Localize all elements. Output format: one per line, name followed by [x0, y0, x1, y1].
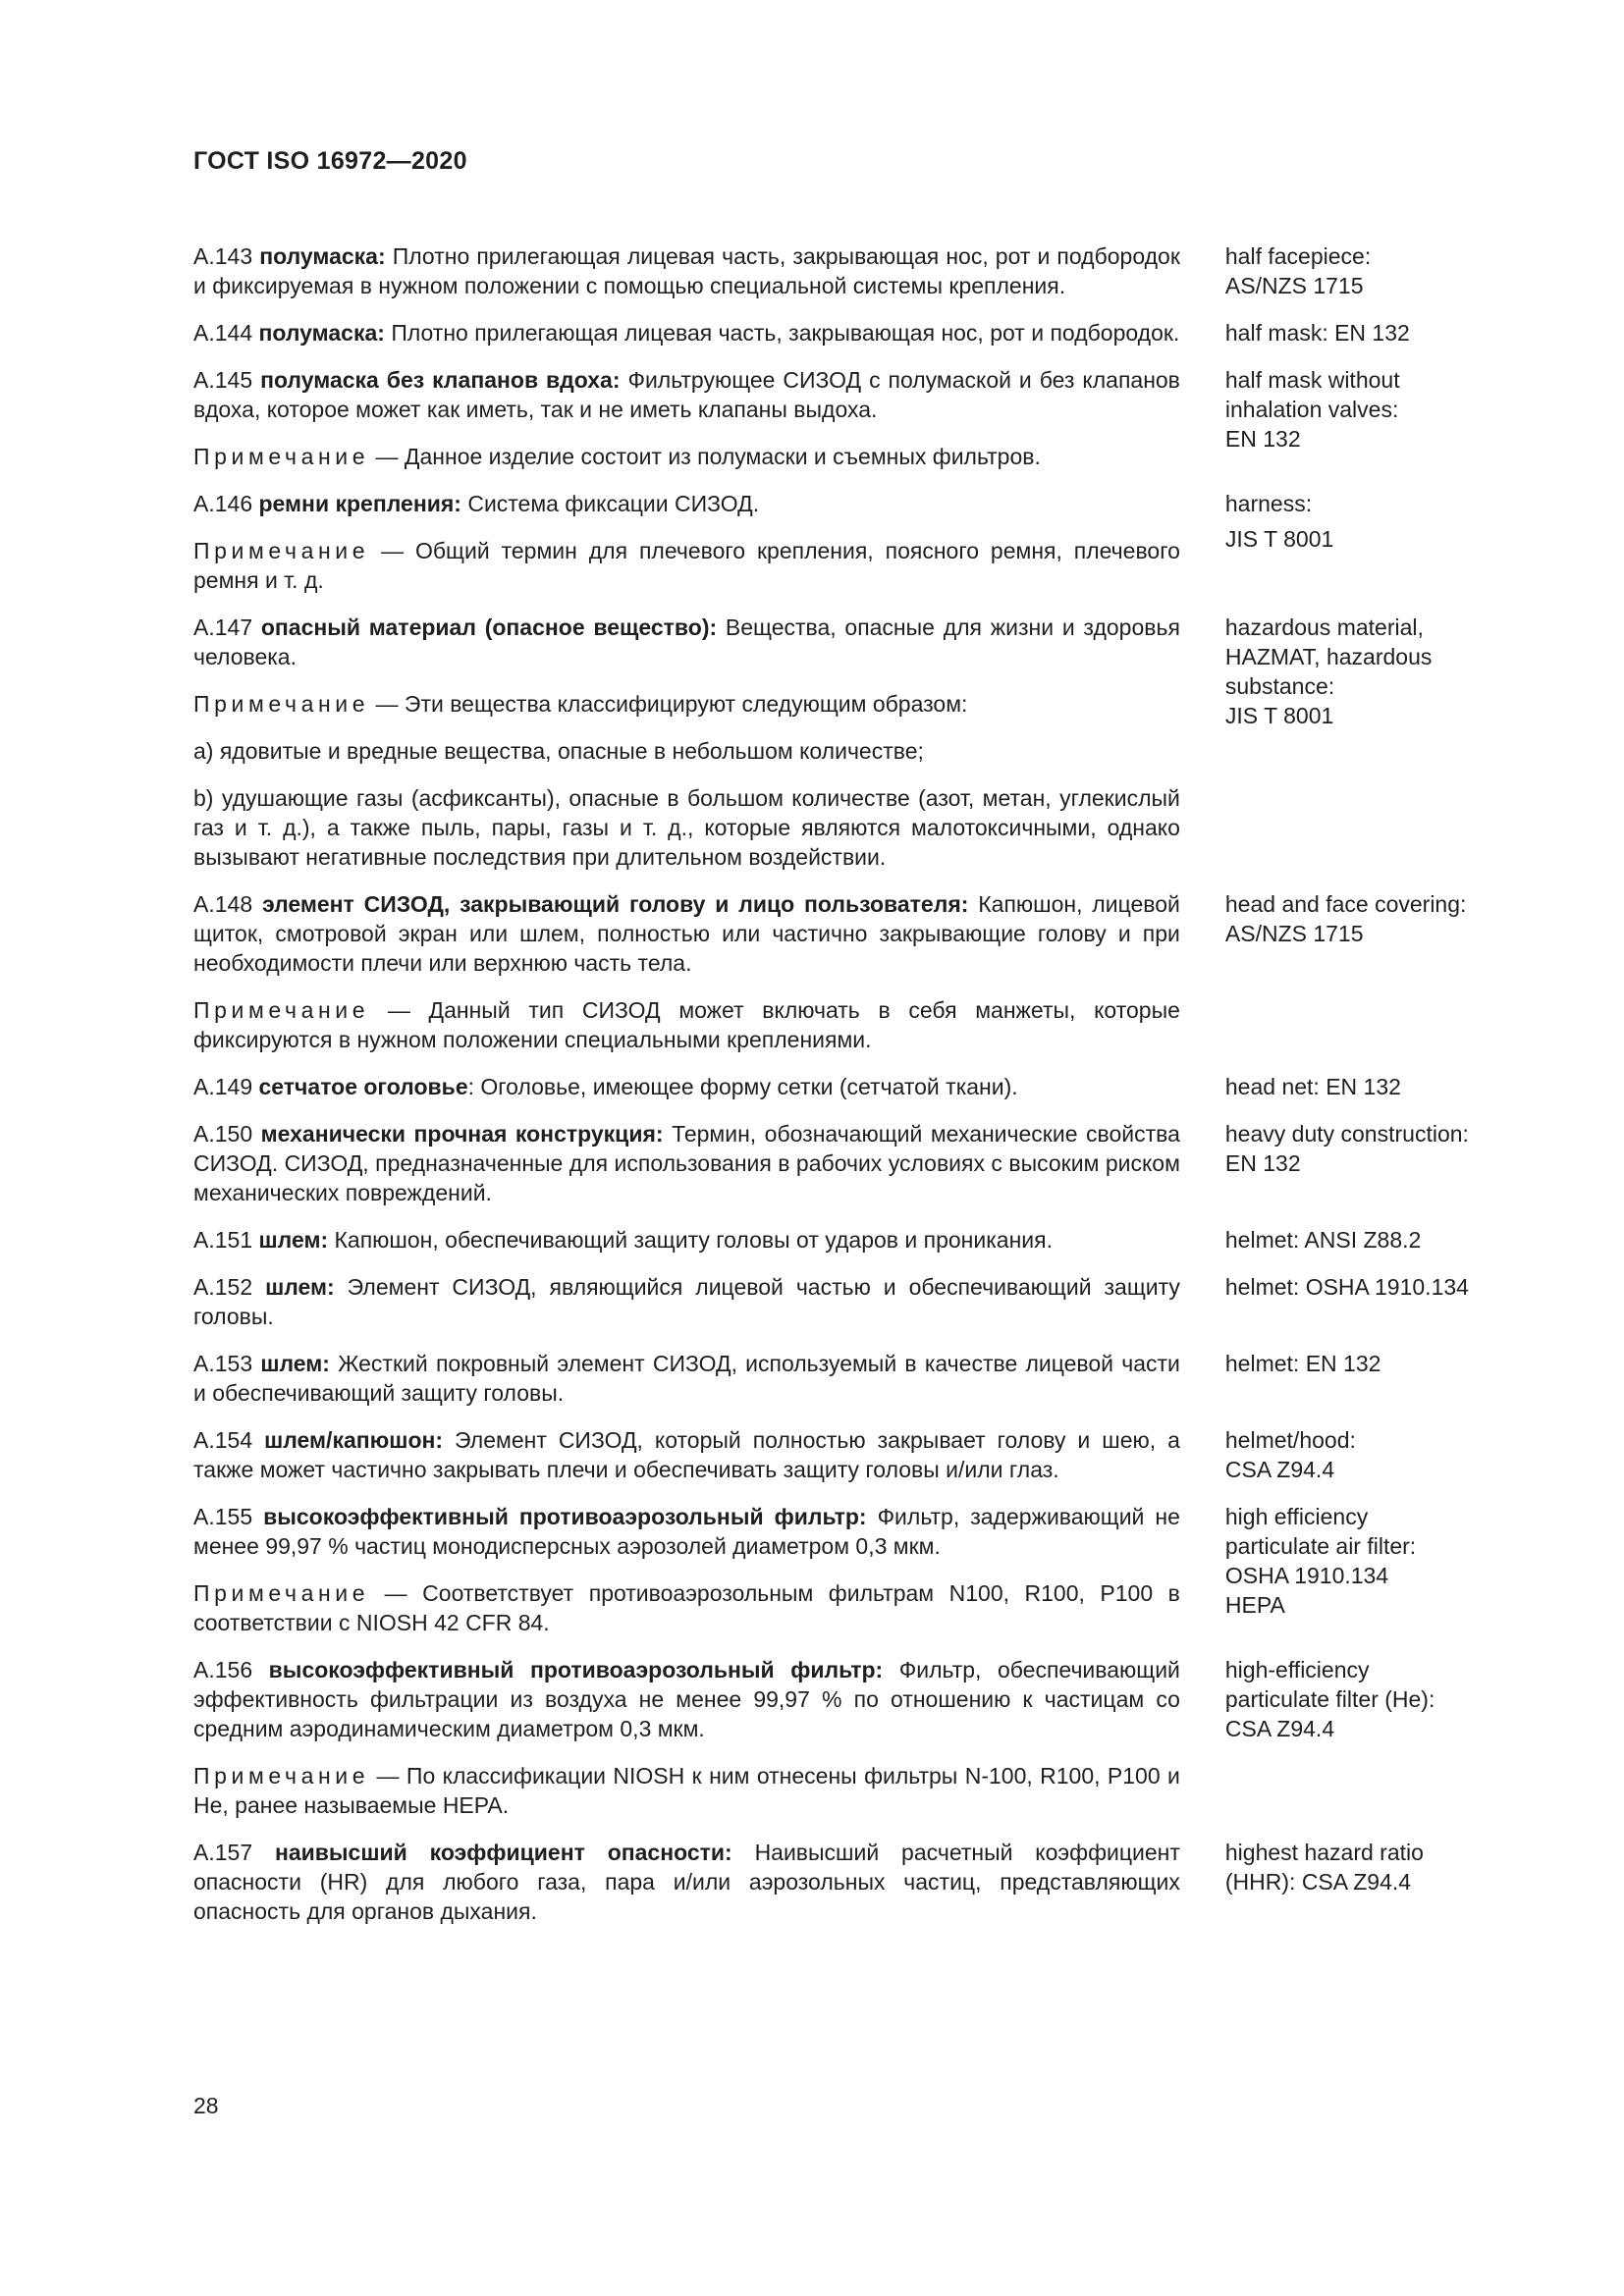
- entry-number: A.157: [193, 1840, 253, 1865]
- note-label: Примечание: [193, 1763, 370, 1789]
- definition-paragraph: [193, 241, 1180, 300]
- english-term-line: helmet: EN 132: [1224, 1351, 1381, 1376]
- term-name: сетчатое оголовье: [258, 1074, 468, 1099]
- english-equivalent: [1225, 889, 1509, 1054]
- russian-definition: [193, 889, 1180, 1054]
- entry-number: A.155: [193, 1504, 253, 1529]
- term-name: элемент СИЗОД, закрывающий голову и лицо пользователя:: [261, 891, 969, 917]
- definition-paragraph: [193, 1425, 1180, 1484]
- entry-number: A.147: [193, 614, 253, 640]
- note-text: — Соответствует противоаэрозольным фильтрам N100, R100, P100 в соответствии с NIOSH 42 CFR 84.: [193, 1580, 1180, 1635]
- term-name: полумаска:: [259, 243, 386, 269]
- entry-number: A.145: [193, 367, 253, 393]
- definition-paragraph: [193, 318, 1180, 347]
- english-term-line: helmet/hood:: [1224, 1427, 1356, 1453]
- term-entry: [193, 1502, 1509, 1637]
- russian-definition: [193, 1072, 1180, 1101]
- english-term-line: head and face covering:: [1224, 891, 1467, 917]
- english-term-line: particulate air filter:: [1224, 1533, 1417, 1559]
- russian-definition: [193, 613, 1180, 872]
- definition-text: Система фиксации СИЗОД.: [467, 491, 760, 516]
- english-term-line: EN 132: [1224, 426, 1301, 452]
- term-entry: [193, 1072, 1509, 1101]
- note-paragraph: [193, 442, 1180, 471]
- russian-definition: [193, 1349, 1180, 1408]
- definition-paragraph: [193, 889, 1180, 978]
- russian-definition: [193, 1272, 1180, 1331]
- english-equivalent: [1225, 613, 1509, 872]
- definition-text: Фильтр, обеспечивающий эффективность фильтрации из воздуха не менее 99,97 % по отношению к частицам со средним аэродинамическим диаметром 0,3 мкм.: [193, 1657, 1180, 1741]
- english-term-line: helmet: OSHA 1910.134: [1224, 1274, 1469, 1300]
- term-name: полумаска без клапанов вдоха:: [260, 367, 621, 393]
- definition-paragraph: [193, 1072, 1180, 1101]
- english-term-line: EN 132: [1224, 1150, 1301, 1176]
- english-equivalent: [1225, 489, 1509, 595]
- term-entry: [193, 1655, 1509, 1820]
- english-term-line: highest hazard ratio: [1224, 1840, 1424, 1865]
- note-paragraph: [193, 995, 1180, 1054]
- english-term-line: half facepiece:: [1224, 243, 1372, 269]
- note-list-item: a) ядовитые и вредные вещества, опасные в небольшом количестве;: [193, 738, 924, 764]
- term-entry: [193, 889, 1509, 1054]
- note-label: Примечание: [193, 1580, 370, 1606]
- russian-definition: [193, 1655, 1180, 1820]
- english-term-line: CSA Z94.4: [1224, 1457, 1335, 1482]
- term-entry: [193, 489, 1509, 595]
- russian-definition: [193, 1838, 1180, 1926]
- term-entry: [193, 1272, 1509, 1331]
- entry-number: A.144: [193, 320, 253, 346]
- note-label: Примечание: [193, 538, 370, 563]
- english-equivalent: [1225, 1225, 1509, 1255]
- russian-definition: [193, 241, 1180, 300]
- term-entry: [193, 365, 1509, 471]
- entry-number: A.148: [193, 891, 253, 917]
- definition-text: Фильтрующее СИЗОД с полумаской и без клапанов вдоха, которое может как иметь, так и не иметь клапаны выдоха.: [193, 367, 1180, 422]
- term-name: опасный материал (опасное вещество):: [260, 614, 718, 640]
- english-term-line: half mask: EN 132: [1224, 320, 1410, 346]
- english-term-line: heavy duty construction:: [1224, 1121, 1469, 1147]
- english-term-line: OSHA 1910.134: [1224, 1563, 1389, 1588]
- english-equivalent: [1225, 1119, 1509, 1207]
- english-equivalent: [1225, 241, 1509, 300]
- note-list-item: b) удушающие газы (асфиксанты), опасные в большом количестве (азот, метан, углекислый газ и т. д.), а также пыль, пары, газы и т. д., которые являются малотоксичными, однако вызывают негативные последствия при длительном воздействии.: [193, 785, 1180, 870]
- english-equivalent: [1225, 1272, 1509, 1331]
- english-equivalent: [1225, 318, 1509, 347]
- document-header: ГОСТ ISO 16972—2020: [193, 147, 467, 175]
- english-term-line: high-efficiency: [1224, 1657, 1370, 1682]
- english-equivalent: [1225, 365, 1509, 471]
- entry-number: A.151: [193, 1227, 253, 1253]
- entry-number: A.154: [193, 1427, 253, 1453]
- english-term-line: JIS T 8001: [1224, 526, 1334, 552]
- term-name: полумаска:: [258, 320, 385, 346]
- term-entry: [193, 1119, 1509, 1207]
- definition-text: Плотно прилегающая лицевая часть, закрывающая нос, рот и подбородок и фиксируемая в нужном положении с помощью специальной системы крепления.: [193, 243, 1180, 298]
- entry-number: A.143: [193, 243, 253, 269]
- english-term-line: CSA Z94.4: [1224, 1716, 1335, 1741]
- note-paragraph: [193, 1761, 1180, 1820]
- english-term-line: head net: EN 132: [1224, 1074, 1401, 1099]
- note-text: — Данный тип СИЗОД может включать в себя манжеты, которые фиксируются в нужном положении специальными креплениями.: [193, 997, 1180, 1052]
- entry-number: A.149: [193, 1074, 253, 1099]
- term-name: высокоэффективный противоаэрозольный фильтр:: [268, 1657, 884, 1682]
- definition-paragraph: [193, 365, 1180, 424]
- entry-number: A.152: [193, 1274, 253, 1300]
- note-text: — Эти вещества классифицируют следующим образом:: [369, 691, 968, 717]
- term-name: шлем:: [260, 1351, 330, 1376]
- definition-text: Капюшон, обеспечивающий защиту головы от ударов и проникания.: [334, 1227, 1053, 1253]
- definition-paragraph: [193, 613, 1180, 671]
- term-entry: [193, 1349, 1509, 1408]
- entry-number: A.150: [193, 1121, 253, 1147]
- note-paragraph: [193, 689, 1180, 719]
- definition-text: Капюшон, лицевой щиток, смотровой экран или шлем, полностью или частично закрывающие голову и при необходимости плечи или верхнюю часть тела.: [193, 891, 1180, 976]
- term-name: ремни крепления:: [258, 491, 461, 516]
- english-term-line: half mask without: [1224, 367, 1400, 393]
- english-term-line: substance:: [1224, 673, 1335, 699]
- note-text: — Данное изделие состоит из полумаски и съемных фильтров.: [369, 444, 1041, 469]
- definition-paragraph: [193, 1838, 1180, 1926]
- note-label: Примечание: [193, 444, 370, 469]
- english-term-line: inhalation valves:: [1224, 397, 1399, 422]
- note-text: — По классификации NIOSH к ним отнесены фильтры N-100, R100, P100 и He, ранее называемые HEPA.: [193, 1763, 1180, 1818]
- term-entry: [193, 241, 1509, 300]
- definition-paragraph: [193, 1272, 1180, 1331]
- english-term-line: AS/NZS 1715: [1224, 273, 1364, 298]
- english-term-line: high efficiency: [1224, 1504, 1369, 1529]
- english-term-line: HEPA: [1224, 1592, 1285, 1618]
- definition-text: Элемент СИЗОД, который полностью закрывает голову и шею, а также может частично закрывать плечи и обеспечивать защиту головы и/или глаз.: [193, 1427, 1180, 1482]
- definition-paragraph: [193, 1655, 1180, 1743]
- english-term-line: (HHR): CSA Z94.4: [1224, 1869, 1412, 1895]
- english-term-line: harness:: [1224, 491, 1313, 516]
- english-term-line: JIS T 8001: [1224, 703, 1334, 728]
- definition-text: Элемент СИЗОД, являющийся лицевой частью и обеспечивающий защиту головы.: [193, 1274, 1180, 1329]
- term-name: шлем:: [265, 1274, 335, 1300]
- term-entry: [193, 1425, 1509, 1484]
- definition-paragraph: [193, 1502, 1180, 1561]
- definition-text: Термин, обозначающий механические свойства СИЗОД. СИЗОД, предназначенные для использования в рабочих условиях с высоким риском механических повреждений.: [193, 1121, 1180, 1205]
- note-text: — Общий термин для плечевого крепления, поясного ремня, плечевого ремня и т. д.: [193, 538, 1180, 593]
- russian-definition: [193, 318, 1180, 347]
- term-name: шлем:: [258, 1227, 329, 1253]
- term-entry: [193, 1225, 1509, 1255]
- entry-number: A.146: [193, 491, 253, 516]
- english-equivalent: [1225, 1425, 1509, 1484]
- definition-paragraph: [193, 489, 1180, 518]
- russian-definition: [193, 1225, 1180, 1255]
- definition-text: Жесткий покровный элемент СИЗОД, используемый в качестве лицевой части и обеспечивающий защиту головы.: [193, 1351, 1180, 1406]
- english-term-line: hazardous material,: [1224, 614, 1424, 640]
- definition-paragraph: [193, 1225, 1180, 1255]
- definition-text: : Оголовье, имеющее форму сетки (сетчатой ткани).: [467, 1074, 1018, 1099]
- english-term-line: HAZMAT, hazardous: [1224, 644, 1433, 669]
- english-term-line: AS/NZS 1715: [1224, 921, 1364, 946]
- russian-definition: [193, 1502, 1180, 1637]
- entry-number: A.156: [193, 1657, 253, 1682]
- term-entry: [193, 613, 1509, 872]
- note-label: Примечание: [193, 997, 370, 1023]
- term-name: шлем/капюшон:: [264, 1427, 444, 1453]
- english-equivalent: [1225, 1072, 1509, 1101]
- entry-number: A.153: [193, 1351, 253, 1376]
- definition-paragraph: [193, 1349, 1180, 1408]
- note-paragraph: [193, 1578, 1180, 1637]
- definition-text: Фильтр, задерживающий не менее 99,97 % частиц монодисперсных аэрозолей диаметром 0,3 мкм.: [193, 1504, 1180, 1559]
- definition-text: Плотно прилегающая лицевая часть, закрывающая нос, рот и подбородок.: [391, 320, 1180, 346]
- note-paragraph: [193, 536, 1180, 595]
- russian-definition: [193, 1425, 1180, 1484]
- note-label: Примечание: [193, 691, 370, 717]
- term-name: наивысший коэффициент опасности:: [274, 1840, 732, 1865]
- definition-paragraph: [193, 1119, 1180, 1207]
- term-name: высокоэффективный противоаэрозольный фильтр:: [263, 1504, 867, 1529]
- english-equivalent: [1225, 1655, 1509, 1820]
- terms-list: [193, 241, 1509, 1944]
- russian-definition: [193, 365, 1180, 471]
- english-equivalent: [1225, 1502, 1509, 1637]
- page-number: 28: [193, 2093, 219, 2118]
- definition-text: Наивысший расчетный коэффициент опасности (HR) для любого газа, пара и/или аэрозольных частиц, представляющих опасность для органов дыхания.: [193, 1840, 1180, 1924]
- english-equivalent: [1225, 1349, 1509, 1408]
- term-entry: [193, 318, 1509, 347]
- english-equivalent: [1225, 1838, 1509, 1926]
- russian-definition: [193, 489, 1180, 595]
- english-term-line: particulate filter (He):: [1224, 1686, 1435, 1712]
- russian-definition: [193, 1119, 1180, 1207]
- term-name: механически прочная конструкция:: [260, 1121, 664, 1147]
- definition-text: Вещества, опасные для жизни и здоровья человека.: [193, 614, 1180, 669]
- english-term-line: helmet: ANSI Z88.2: [1224, 1227, 1422, 1253]
- term-entry: [193, 1838, 1509, 1926]
